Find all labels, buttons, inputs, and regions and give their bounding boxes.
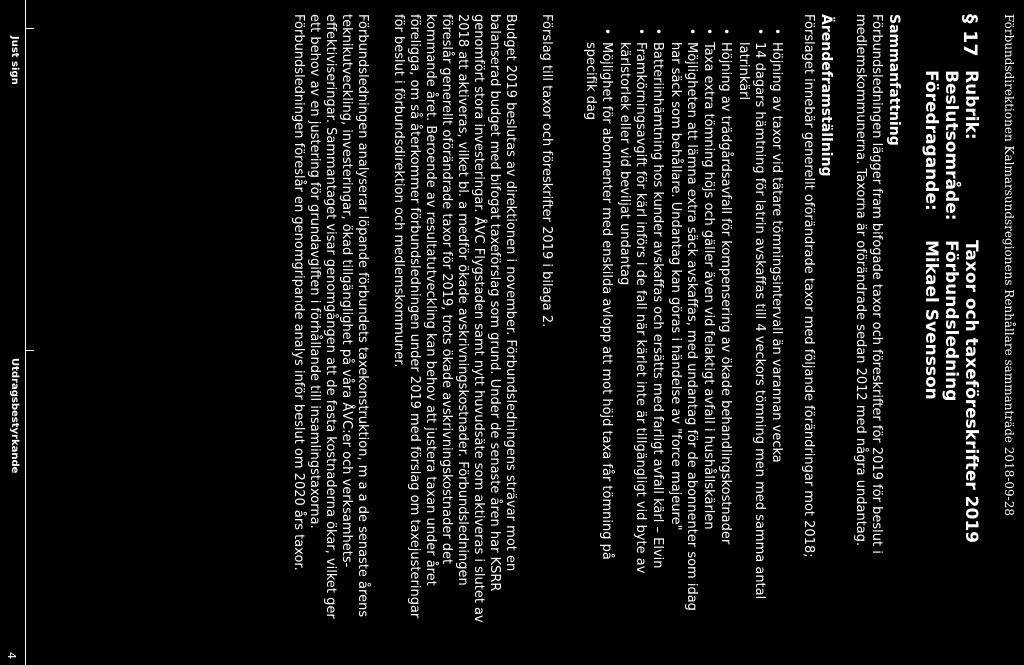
bullet-icon: • (702, 28, 716, 36)
signature-line (25, 0, 26, 665)
signature-divider (26, 350, 34, 351)
arende-heading: Ärendeframställning (818, 14, 834, 177)
utdragsbestyrkande-label: Utdragsbestyrkande (9, 358, 20, 474)
sammanfattning-heading: Sammanfattning (886, 14, 902, 146)
sammanfattning-line: Förbundsledningen lägger fram bifogade taxor och föreskrifter för 2019 för beslut i (869, 14, 884, 554)
bullet-icon: • (685, 28, 699, 36)
just-sign-label: Just sign (9, 36, 20, 85)
forslag-text: Förslag till taxor och föreskrifter 2019 i bilaga 2. (539, 14, 554, 328)
rubrik-label: Rubrik: (961, 70, 981, 140)
page-header: Förbundsdirektionen Kalmarsundsregionens Renhållare sammanträde 2018-09-28 (1002, 14, 1016, 516)
budget-line: föreslår generellt oförändrade taxor för 2019, trots ökade avskrivningskostnader det (439, 14, 454, 565)
budget-line: 2018 att aktiveras, vilket bl. a medför ökade avskrivningskostnader. Förbundsledningen (455, 14, 470, 586)
budget-line: kommande året. Beroende av resultatutveckling kan behov att justera taxan under året (423, 14, 438, 586)
list-item: Taxa extra tömning höjs och gäller även vid felaktigt avfall i hushållskärlen (701, 42, 716, 530)
analys-line: Förbundsledningen föreslår en genomgripande analys inför beslut om 2020 års taxor. (291, 14, 306, 571)
analys-line: Förbundsledningen analyserar löpande förbundets taxekonstruktion, m a a de senaste årens (355, 14, 370, 618)
list-item: Framkörningsavgift för kärl införs i de fall när kärlet inte är tillgängligt vid byte av (633, 42, 648, 574)
list-item: Möjlighet för abonnenter med enskilda avlopp att mot höjd taxa får tömning på (599, 42, 614, 560)
beslutsomrade-label: Beslutsområde: (941, 70, 961, 221)
budget-line: för beslut i förbundsdirektion och medlemskommuner. (391, 14, 406, 368)
list-item: Möjligheten att lämna extra säck avskaffas, med undantag för de abonnenter som idag (684, 42, 699, 611)
analys-line: teknikutveckling, investeringar, ökad tillgänglighet på våra ÅVC:er och verksamhets- (339, 14, 354, 568)
beslutsomrade-value: Förbundsledning (941, 240, 961, 402)
bullet-icon: • (719, 28, 733, 36)
budget-line: balanserad budget med bifogat taxeförslag som grund. Under de senaste åren har KSRR (487, 14, 502, 592)
sammanfattning-line: medlemskommunerna. Taxorna är oförändrade sedan 2012 med några undantag. (853, 14, 868, 547)
analys-line: ett behov av en justering för grundavgiften i förhållande till insamlingstaxorna. (307, 14, 322, 529)
bullet-icon: • (753, 28, 767, 36)
signature-divider (26, 28, 34, 29)
analys-line: effektiviseringar. Sammantaget visar genomgången att de fasta kostnaderna ökar, vilket ger (323, 14, 338, 619)
bullet-icon: • (600, 28, 614, 36)
list-item: 14 dagars hämtning för latrin avskaffas till 4 veckors tömning men med samma antal (752, 42, 767, 600)
list-item-continuation: har säck som behållare. Undantag kan göras i händelse av "force majeure" (668, 42, 683, 531)
list-item-continuation: latrinkärl (736, 42, 751, 101)
bullet-icon: • (651, 28, 665, 36)
foredragande-value: Mikael Svensson (921, 240, 941, 400)
budget-line: Budget 2019 beslutas av direktionen i november. Förbundsledningens strävar mot en (503, 14, 518, 572)
bullet-icon: • (634, 28, 648, 36)
budget-line: genomfört stora investeringar. ÅVC Flygstaden samt nytt huvudsäte som aktiveras i slutet av (471, 14, 486, 623)
budget-line: föreligga, om så återkommer förbundsledningen under 2019 med förslag om taxejusteringar (407, 14, 422, 619)
rubrik-value: Taxor och taxeföreskrifter 2019 (961, 240, 981, 543)
foredragande-label: Föredragande: (921, 70, 941, 211)
arende-intro: Förslaget innebär generellt oförändrade taxor med följande förändringar mot 2018; (801, 14, 816, 558)
list-item-continuation: kärlstorlek eller vid beviljat undantag (617, 42, 632, 286)
list-item: Höjning av taxor vid tätare tömningsintervall än varannan vecka (769, 42, 784, 463)
page-number: 4 (5, 652, 18, 659)
bullet-icon: • (770, 28, 784, 36)
list-item: Batteriinhämtning hos kunder avskaffas och ersätts med farligt avfall kärl – Elvin (650, 42, 665, 569)
list-item: Höjning av trädgårdsavfall för kompensering av ökade behandlingskostnader (718, 42, 733, 545)
list-item-continuation: specifik dag (583, 42, 598, 121)
section-number: § 17 (959, 14, 981, 57)
